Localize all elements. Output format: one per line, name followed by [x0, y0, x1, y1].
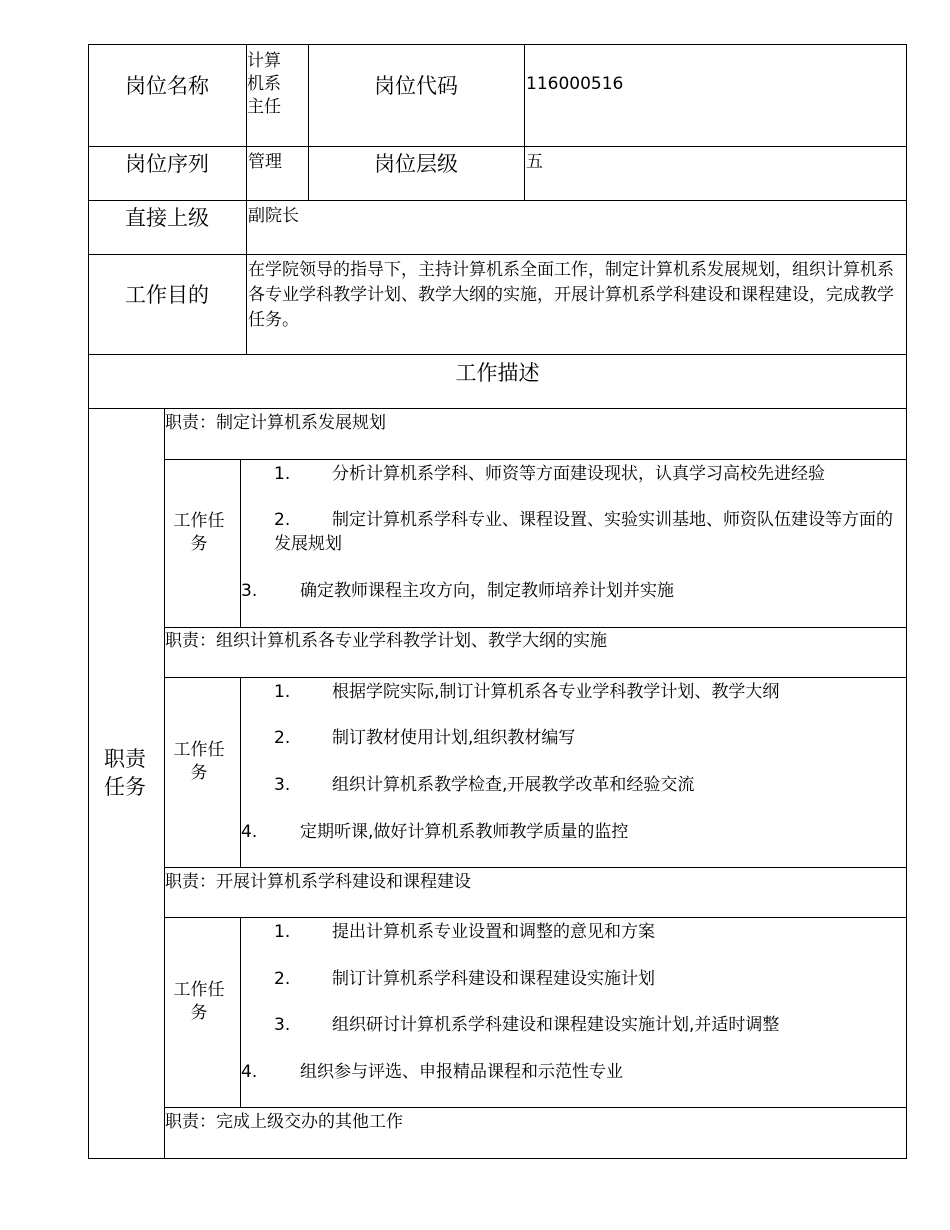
duty-title: 职责：完成上级交办的其他工作: [165, 1112, 403, 1132]
post-name-value: 计算机系主任: [247, 51, 281, 117]
duty-title: 职责：组织计算机系各专业学科教学计划、教学大纲的实施: [165, 631, 607, 651]
task-item: 1. 根据学院实际,制订计算机系各专业学科教学计划、教学大纲: [274, 682, 780, 702]
task-label: 工作任务: [173, 511, 225, 554]
post-code-label: 岗位代码: [374, 74, 458, 98]
task-item: 1. 分析计算机系学科、师资等方面建设现状，认真学习高校先进经验: [274, 464, 825, 484]
col-divider: [164, 408, 165, 1159]
task-item: 4. 定期听课,做好计算机系教师教学质量的监控: [241, 822, 629, 842]
duty-title: 职责：制定计算机系发展规划: [165, 413, 386, 433]
post-name-label: 岗位名称: [125, 74, 209, 98]
sequence-value: 管理: [248, 152, 282, 172]
duty-title: 职责：开展计算机系学科建设和课程建设: [165, 872, 471, 892]
row-divider: [164, 459, 907, 460]
superior-label: 直接上级: [125, 206, 209, 230]
purpose-label: 工作目的: [125, 283, 209, 307]
row-divider: [164, 1107, 907, 1108]
row-divider: [164, 867, 907, 868]
row-divider: [164, 917, 907, 918]
superior-value: 副院长: [248, 206, 299, 226]
task-item: 2. 制订计算机系学科建设和课程建设实施计划: [274, 969, 655, 989]
row-divider: [164, 677, 907, 678]
sequence-label: 岗位序列: [125, 152, 209, 176]
col-divider: [524, 44, 525, 200]
task-item: 2. 制定计算机系学科专业、课程设置、实验实训基地、师资队伍建设等方面的发展规划: [274, 510, 893, 554]
row-divider: [164, 627, 907, 628]
task-item: 4. 组织参与评选、申报精品课程和示范性专业: [241, 1062, 623, 1082]
purpose-value: 在学院领导的指导下，主持计算机系全面工作，制定计算机系发展规划，组织计算机系各专业学科教学计划、教学大纲的实施，开展计算机系学科建设和课程建设，完成教学任务。: [248, 260, 894, 330]
row-divider: [88, 408, 907, 409]
task-item: 2. 制订教材使用计划,组织教材编写: [274, 728, 576, 748]
task-item: 3. 确定教师课程主攻方向，制定教师培养计划并实施: [241, 581, 674, 601]
duty-label: 职责任务: [104, 747, 146, 799]
task-item: 1. 提出计算机系专业设置和调整的意见和方案: [274, 922, 655, 942]
task-item: 3. 组织研讨计算机系学科建设和课程建设实施计划,并适时调整: [274, 1015, 780, 1035]
task-label: 工作任务: [173, 740, 225, 783]
task-item: 3. 组织计算机系教学检查,开展教学改革和经验交流: [274, 775, 695, 795]
task-label: 工作任务: [173, 980, 225, 1023]
description-title: 工作描述: [455, 361, 540, 385]
level-label: 岗位层级: [374, 152, 458, 176]
post-code-value: 116000516: [526, 74, 624, 94]
level-value: 五: [526, 152, 543, 172]
